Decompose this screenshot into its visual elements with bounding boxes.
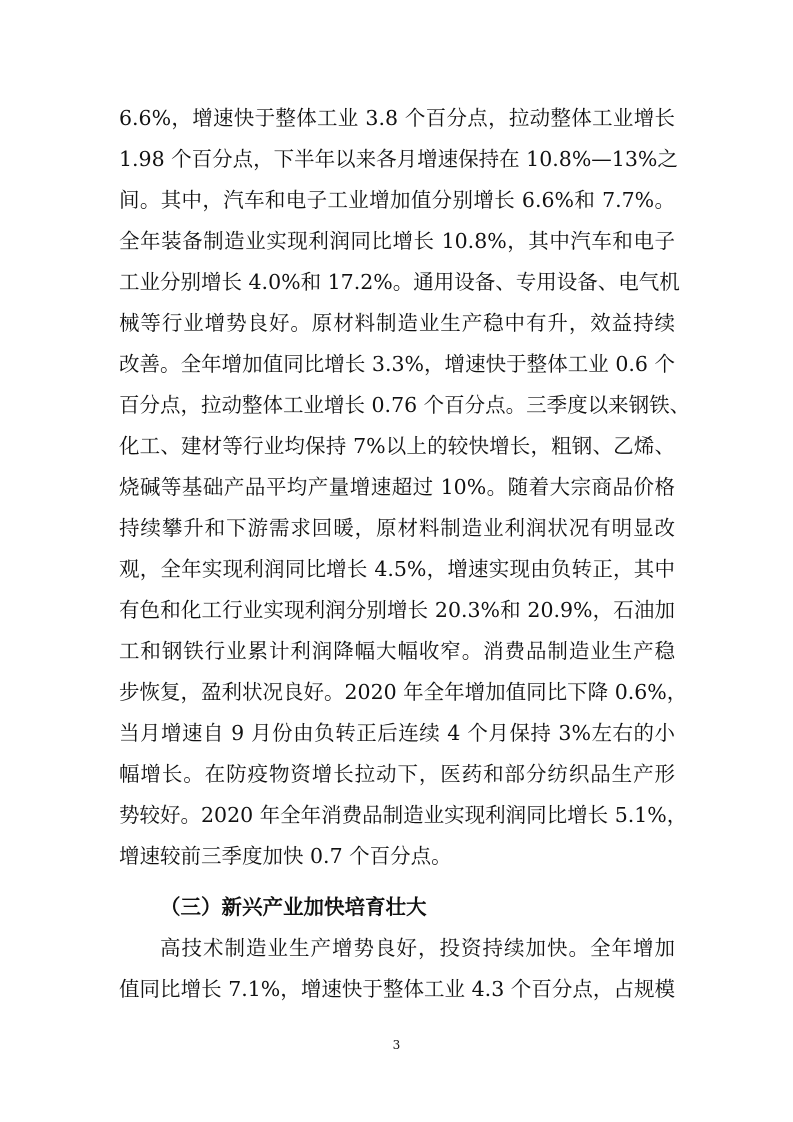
body-text-line: 值同比增长 7.1%，增速快于整体工业 4.3 个百分点，占规模: [119, 977, 675, 1001]
body-text-line: 间。其中，汽车和电子工业增加值分别增长 6.6%和 7.7%。: [119, 188, 675, 212]
body-text-line: 6.6%，增速快于整体工业 3.8 个百分点，拉动整体工业增长: [119, 106, 675, 130]
body-text-line: 持续攀升和下游需求回暖，原材料制造业利润状况有明显改: [119, 516, 675, 540]
body-text-line: 有色和化工行业实现利润分别增长 20.3%和 20.9%，石油加: [119, 598, 675, 622]
body-text-line: 改善。全年增加值同比增长 3.3%，增速快于整体工业 0.6 个: [119, 352, 675, 376]
body-text-line: 全年装备制造业实现利润同比增长 10.8%，其中汽车和电子: [119, 229, 675, 253]
body-text-line: 化工、建材等行业均保持 7%以上的较快增长，粗钢、乙烯、: [119, 434, 675, 458]
body-text-line: 势较好。2020 年全年消费品制造业实现利润同比增长 5.1%，: [119, 803, 688, 827]
body-text-line: 步恢复，盈利状况良好。2020 年全年增加值同比下降 0.6%，: [119, 680, 688, 704]
body-text-line: 械等行业增势良好。原材料制造业生产稳中有升，效益持续: [119, 311, 675, 335]
body-text-line: 工和钢铁行业累计利润降幅大幅收窄。消费品制造业生产稳: [119, 639, 675, 663]
body-text-line: 高技术制造业生产增势良好，投资持续加快。全年增加: [160, 936, 675, 960]
body-text-line: 1.98 个百分点，下半年以来各月增速保持在 10.8%—13%之: [119, 147, 678, 171]
section-heading: （三）新兴产业加快培育壮大: [160, 895, 427, 919]
body-text-line: 观，全年实现利润同比增长 4.5%，增速实现由负转正，其中: [119, 557, 675, 581]
body-text-line: 工业分别增长 4.0%和 17.2%。通用设备、专用设备、电气机: [119, 270, 680, 294]
body-text-line: 幅增长。在防疫物资增长拉动下，医药和部分纺织品生产形: [119, 762, 675, 786]
body-text-line: 当月增速自 9 月份由负转正后连续 4 个月保持 3%左右的小: [119, 721, 675, 745]
body-text-line: 增速较前三季度加快 0.7 个百分点。: [119, 844, 452, 868]
body-text-line: 百分点，拉动整体工业增长 0.76 个百分点。三季度以来钢铁、: [119, 393, 691, 417]
body-text-line: 烧碱等基础产品平均产量增速超过 10%。随着大宗商品价格: [119, 475, 675, 499]
page-number: 3: [392, 1038, 401, 1052]
